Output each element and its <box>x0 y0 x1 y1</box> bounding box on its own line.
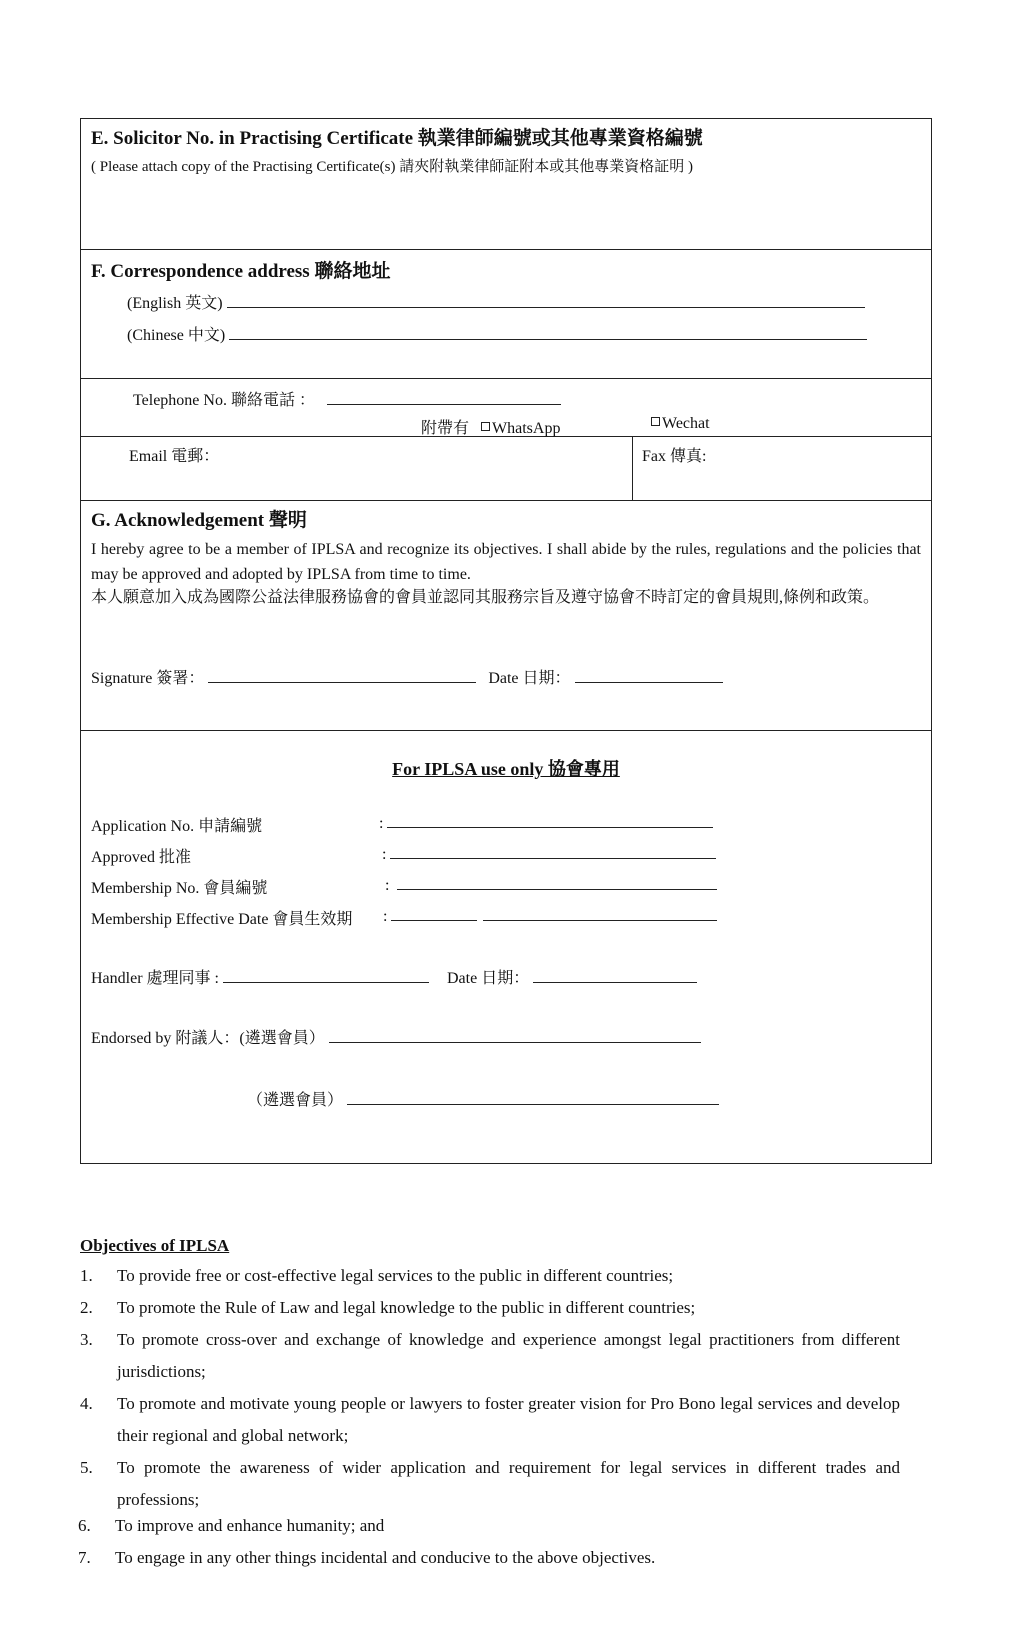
email-fax-divider <box>632 437 633 501</box>
section-g-heading: G. Acknowledgement 聲明 <box>91 510 307 531</box>
objective-text: To promote the Rule of Law and legal knowledge to the public in different countries; <box>117 1298 696 1317</box>
objective-text: To improve and enhance humanity; and <box>115 1516 385 1535</box>
objective-item <box>80 1452 900 1516</box>
section-f-heading: F. Correspondence address 聯絡地址 <box>91 261 391 282</box>
chinese-address-field[interactable] <box>229 325 867 340</box>
approved-colon: : <box>382 846 387 863</box>
objectives-title: Objectives of IPLSA <box>80 1236 230 1255</box>
objective-text: To engage in any other things incidental and conducive to the above objectives. <box>115 1548 656 1567</box>
whatsapp-label: WhatsApp <box>492 420 561 437</box>
wechat-option <box>651 415 710 433</box>
handler-field[interactable] <box>223 968 429 983</box>
whatsapp-checkbox[interactable] <box>481 422 490 431</box>
handler-date-field[interactable] <box>533 968 697 983</box>
membership-no-colon: : <box>385 877 390 894</box>
approved-row <box>382 844 716 864</box>
objective-item <box>78 1510 898 1542</box>
wechat-checkbox[interactable] <box>651 417 660 426</box>
english-address-row <box>127 290 865 313</box>
effective-date-colon: : <box>383 908 388 925</box>
messaging-options <box>421 415 560 438</box>
objective-number: 5. <box>80 1458 93 1477</box>
signature-field[interactable] <box>208 668 476 683</box>
objective-number: 6. <box>78 1516 91 1535</box>
approved-label: Approved 批准 <box>91 849 191 866</box>
objective-item <box>80 1260 900 1292</box>
approved-field[interactable] <box>390 844 716 859</box>
section-g <box>81 501 931 731</box>
application-no-field[interactable] <box>387 813 713 828</box>
handler-label: Handler 處理同事 : <box>91 970 219 987</box>
office-use-section <box>81 731 931 1163</box>
membership-no-label: Membership No. 會員編號 <box>91 880 268 897</box>
wechat-label: Wechat <box>662 415 710 432</box>
objective-number: 4. <box>80 1394 93 1413</box>
section-e-heading: E. Solicitor No. in Practising Certificate 執業律師編號或其他專業資格編號 <box>91 128 703 149</box>
membership-no-row <box>385 875 717 895</box>
second-member-label: （遴選會員） <box>247 1092 344 1109</box>
objective-text: To promote and motivate young people or lawyers to foster greater vision for Pro Bono legal services and develop their regional and global network; <box>117 1394 900 1445</box>
handler-row <box>91 965 697 988</box>
objective-item <box>78 1542 898 1574</box>
endorsed-row <box>91 1025 701 1048</box>
telephone-row <box>133 387 561 410</box>
objective-number: 2. <box>80 1298 93 1317</box>
chinese-address-label: (Chinese 中文) <box>127 327 226 344</box>
section-f <box>81 250 931 379</box>
objective-text: To promote cross-over and exchange of knowledge and experience amongst legal practitioners from different jurisdictions; <box>117 1330 900 1381</box>
signature-date-field[interactable] <box>575 668 723 683</box>
acknowledgement-chinese: 本人願意加入成為國際公益法律服務協會的會員並認同其服務宗旨及遵守協會不時訂定的會員規則,條例和政策。 <box>91 589 880 606</box>
office-use-heading: For IPLSA use only 協會專用 <box>392 759 620 779</box>
objective-item <box>80 1292 900 1324</box>
effective-date-label: Membership Effective Date 會員生效期 <box>91 911 353 928</box>
section-e <box>81 119 931 250</box>
effective-date-row <box>383 906 717 926</box>
objective-number: 7. <box>78 1548 91 1567</box>
endorsed-field-2[interactable] <box>347 1090 719 1105</box>
section-e-note: ( Please attach copy of the Practising Certificate(s) 請夾附執業律師証附本或其他專業資格証明 ) <box>91 159 693 175</box>
membership-form <box>80 118 932 1164</box>
endorsed-field-1[interactable] <box>329 1028 701 1043</box>
membership-no-field[interactable] <box>397 875 717 890</box>
fax-label: Fax 傳真: <box>642 448 707 465</box>
email-fax-section <box>81 437 931 501</box>
effective-date-field-2[interactable] <box>483 906 717 921</box>
email-label: Email 電郵： <box>129 448 220 465</box>
objective-number: 1. <box>80 1266 93 1285</box>
english-address-label: (English 英文) <box>127 295 223 312</box>
objective-text: To provide free or cost-effective legal services to the public in different countries; <box>117 1266 674 1285</box>
objective-item <box>80 1388 900 1452</box>
telephone-field[interactable] <box>327 390 561 405</box>
attached-label: 附帶有 <box>421 420 470 437</box>
english-address-field[interactable] <box>227 293 865 308</box>
endorsed-label: Endorsed by 附議人：(遴選會員） <box>91 1030 325 1047</box>
signature-row <box>91 665 723 688</box>
application-no-row <box>379 813 713 833</box>
objective-text: To promote the awareness of wider application and requirement for legal services in different trades and professions; <box>117 1458 900 1509</box>
chinese-address-row <box>127 322 867 345</box>
telephone-label: Telephone No. 聯絡電話 ： <box>133 392 315 409</box>
objective-item <box>80 1324 900 1388</box>
second-member-row <box>247 1087 719 1110</box>
handler-date-label: Date 日期： <box>446 970 530 987</box>
application-no-colon: : <box>379 815 384 832</box>
signature-date-label: Date 日期： <box>488 670 571 687</box>
telephone-section <box>81 379 931 437</box>
acknowledgement-english: I hereby agree to be a member of IPLSA and recognize its objectives. I shall abide by the rules, regulations and the policies that may be approved and adopted by IPLSA from time to time. <box>91 541 921 583</box>
effective-date-field-1[interactable] <box>391 906 477 921</box>
objective-number: 3. <box>80 1330 93 1349</box>
signature-label: Signature 簽署： <box>91 670 205 687</box>
application-no-label: Application No. 申請編號 <box>91 818 263 835</box>
